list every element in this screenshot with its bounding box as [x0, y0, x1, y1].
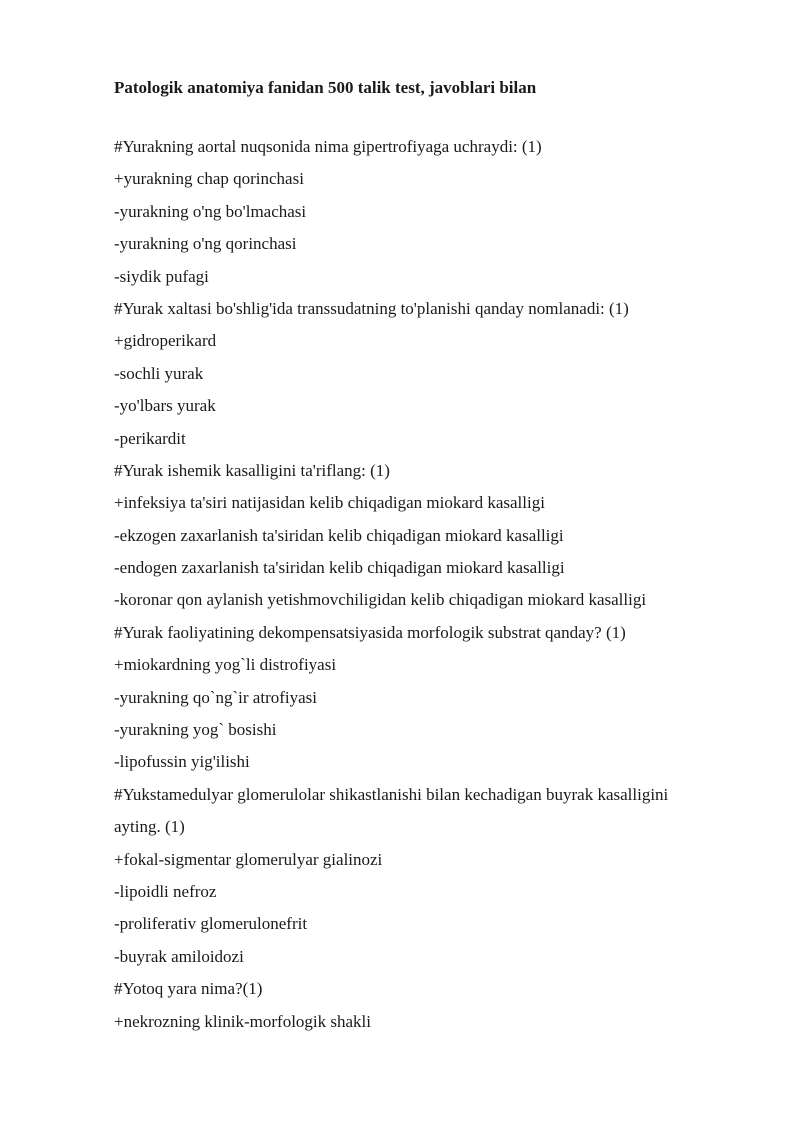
test-content	[114, 131, 754, 1038]
answer-option-line: -lipofussin yig'ilishi	[114, 752, 250, 772]
answer-option-line: -yurakning o'ng qorinchasi	[114, 234, 297, 254]
question-line: #Yotoq yara nima?(1)	[114, 979, 263, 999]
question-line: #Yurak ishemik kasalligini ta'riflang: (1)	[114, 460, 390, 480]
answer-option-line: -sochli yurak	[114, 363, 204, 383]
answer-option-line: -endogen zaxarlanish ta'siridan kelib chiqadigan miokard kasalligi	[114, 558, 565, 578]
question-line: #Yukstamedulyar glomerulolar shikastlanishi bilan kechadigan buyrak kasalligini	[114, 784, 669, 804]
answer-option-line: -siydik pufagi	[114, 266, 209, 286]
correct-answer-line: +infeksiya ta'siri natijasidan kelib chiqadigan miokard kasalligi	[114, 493, 545, 513]
answer-option-line: -perikardit	[114, 428, 186, 448]
answer-option-line: -yurakning qo`ng`ir atrofiyasi	[114, 687, 317, 707]
answer-option-line: -yurakning o'ng bo'lmachasi	[114, 201, 307, 221]
answer-option-line: -yo'lbars yurak	[114, 396, 216, 416]
answer-option-line: -lipoidli nefroz	[114, 881, 217, 901]
answer-option-line: -koronar qon aylanish yetishmovchiligidan kelib chiqadigan miokard kasalligi	[114, 590, 647, 610]
question-line: #Yurak faoliyatining dekompensatsiyasida morfologik substrat qanday? (1)	[114, 622, 626, 642]
question-line: #Yurak xaltasi bo'shlig'ida transsudatning to'planishi qanday nomlanadi: (1)	[114, 298, 629, 318]
correct-answer-line: +yurakning chap qorinchasi	[114, 169, 304, 189]
answer-option-line: -proliferativ glomerulonefrit	[114, 914, 308, 934]
question-line: #Yurakning aortal nuqsonida nima gipertrofiyaga uchraydi: (1)	[114, 137, 542, 156]
correct-answer-line: +gidroperikard	[114, 331, 217, 351]
answer-option-line: -yurakning yog` bosishi	[114, 720, 277, 740]
correct-answer-line: +nekrozning klinik-morfologik shakli	[114, 1011, 371, 1031]
answer-option-line: -ekzogen zaxarlanish ta'siridan kelib chiqadigan miokard kasalligi	[114, 525, 564, 545]
answer-option-line: -buyrak amiloidozi	[114, 946, 244, 966]
question-line-continuation: ayting. (1)	[114, 817, 185, 837]
correct-answer-line: +fokal-sigmentar glomerulyar gialinozi	[114, 849, 383, 869]
document-title: Patologik anatomiya fanidan 500 talik test, javoblari bilan	[114, 78, 537, 97]
correct-answer-line: +miokardning yog`li distrofiyasi	[114, 655, 337, 675]
